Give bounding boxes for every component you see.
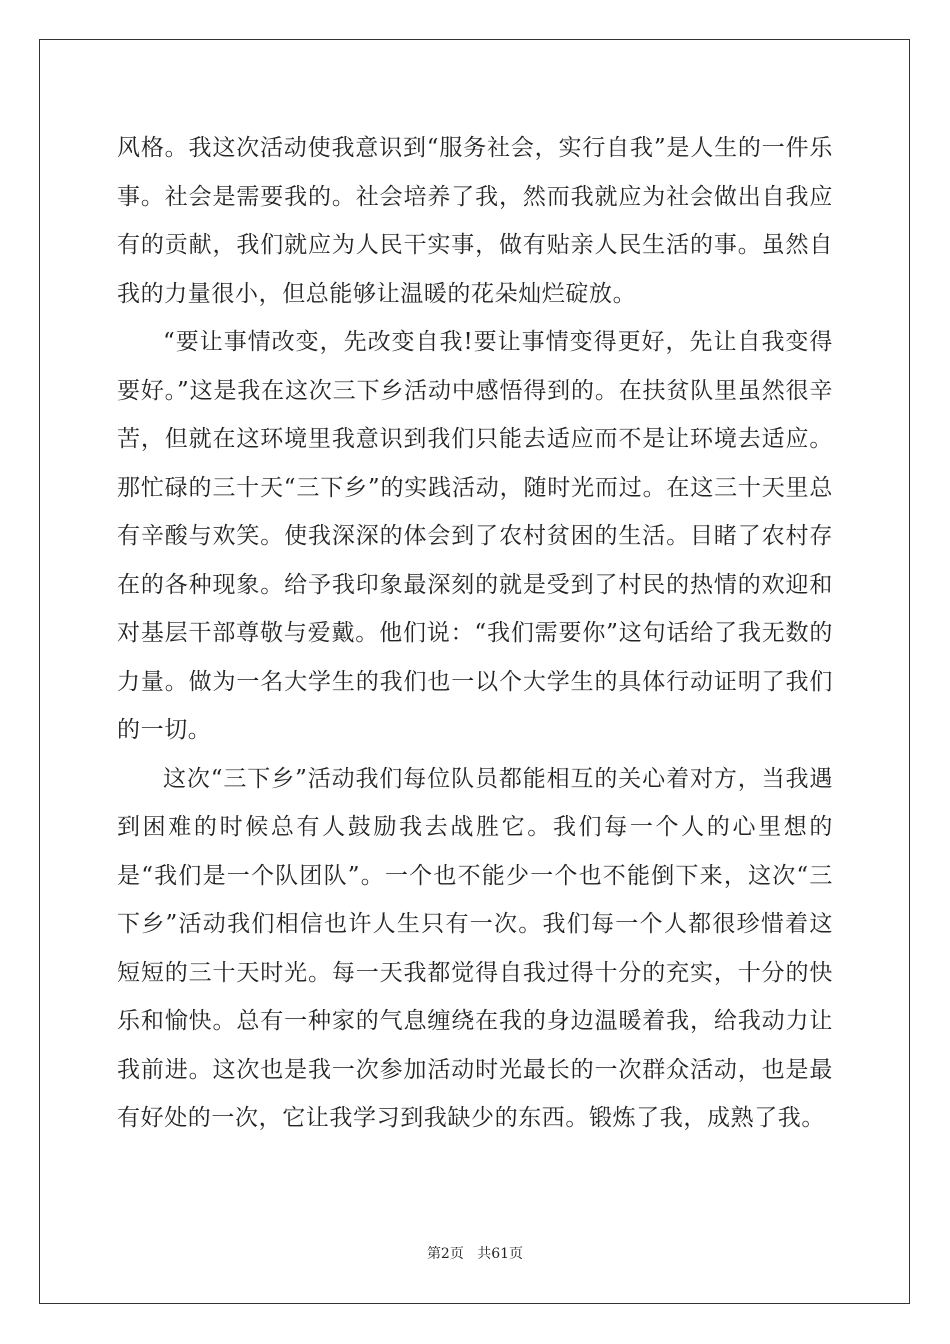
paragraph-2: “要让事情改变，先改变自我!要让事情变得更好，先让自我变得要好。”这是我在这次三下乡活动中感悟得到的。在扶贫队里虽然很辛苦，但就在这环境里我意识到我们只能去适应而不是让环境去适应。那忙碌的三十天“三下乡”的实践活动，随时光而过。在这三十天里总有辛酸与欢笑。使我深深的体会到了农村贫困的生活。目睹了农村存在的各种现象。给予我印象最深刻的就是受到了村民的热情的欢迎和对基层干部尊敬与爱戴。他们说：“我们需要你”这句话给了我无数的力量。做为一名大学生的我们也一以个大学生的具体行动证明了我们的一切。 xyxy=(117,329,833,743)
document-body xyxy=(117,124,833,1143)
page-footer xyxy=(0,1243,950,1263)
paragraph-3: 这次“三下乡”活动我们每位队员都能相互的关心着对方，当我遇到困难的时候总有人鼓励我去战胜它。我们每一个人的心里想的是“我们是一个队团队”。一个也不能少一个也不能倒下来，这次“三下乡”活动我们相信也许人生只有一次。我们每一个人都很珍惜着这短短的三十天时光。每一天我都觉得自我过得十分的充实，十分的快乐和愉快。总有一种家的气息缠绕在我的身边温暖着我，给我动力让我前进。这次也是我一次参加活动时光最长的一次群众活动，也是最有好处的一次，它让我学习到我缺少的东西。锻炼了我，成熟了我。 xyxy=(117,765,833,1131)
total-page-count: 共61页 xyxy=(477,1246,524,1262)
current-page-number: 第2页 xyxy=(426,1246,464,1262)
paragraph-1: 风格。我这次活动使我意识到“服务社会，实行自我”是人生的一件乐事。社会是需要我的。社会培养了我，然而我就应为社会做出自我应有的贡献，我们就应为人民干实事，做有贴亲人民生活的事。虽然自我的力量很小，但总能够让温暖的花朵灿烂碇放。 xyxy=(117,135,833,307)
